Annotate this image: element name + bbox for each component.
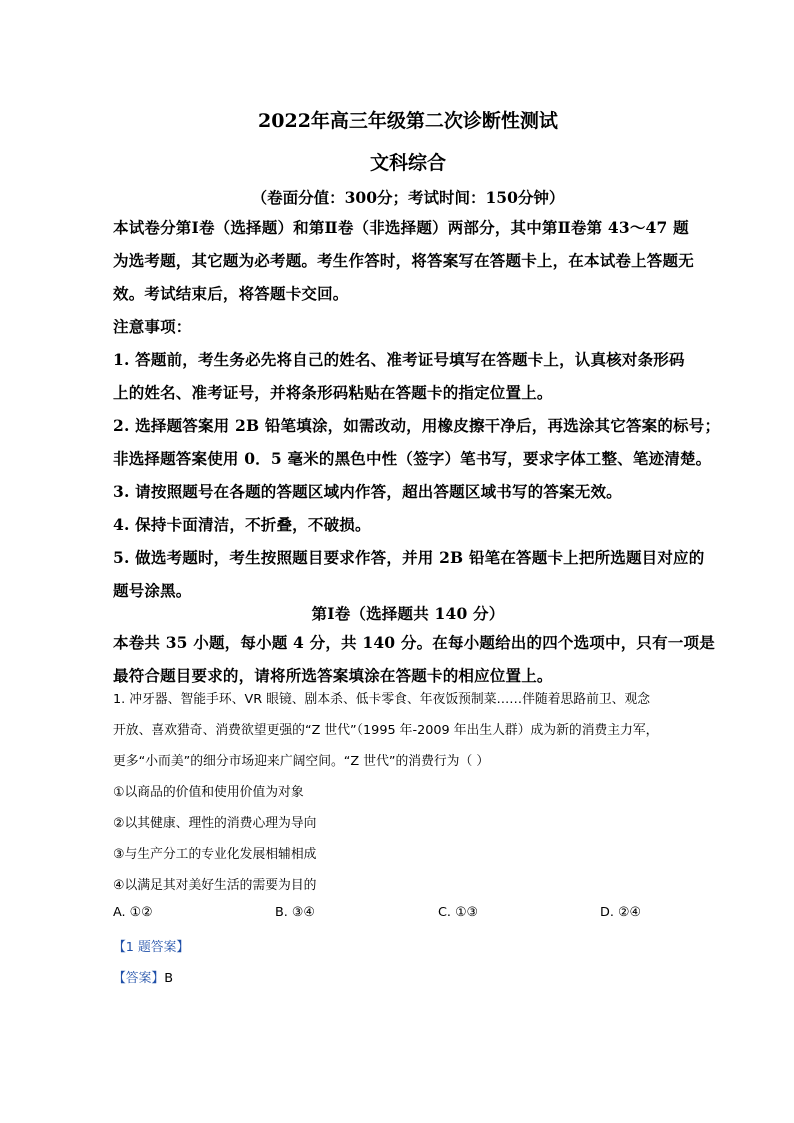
answer-value: B: [164, 971, 173, 986]
question-stem-line: 开放、喜欢猎奇、消费欲望更强的“Z 世代”（1995 年-2009 年出生人群）成为新的消费主力军，: [113, 723, 659, 738]
note-line: 2. 选择题答案用 2B 铅笔填涂，如需改动，用橡皮擦干净后，再选涂其它答案的标号；: [113, 416, 721, 435]
answer-options: [113, 905, 703, 925]
question-stem-line: 1. 冲牙器、智能手环、VR 眼镜、剧本杀、低卡零食、年夜饭预制菜……伴随着思路前卫、观念: [113, 692, 651, 707]
option-a[interactable]: A. ①②: [113, 905, 153, 920]
exam-title: 2022年高三年级第二次诊断性测试: [258, 110, 558, 132]
intro-line: 本试卷分第Ⅰ卷（选择题）和第Ⅱ卷（非选择题）两部分，其中第Ⅱ卷第 43～47 题: [113, 218, 689, 237]
intro-line: 为选考题，其它题为必考题。考生作答时，将答案写在答题卡上，在本试卷上答题无: [113, 251, 694, 270]
note-line: 题号涂黑。: [113, 581, 192, 600]
note-line: 1. 答题前，考生务必先将自己的姓名、准考证号填写在答题卡上，认真核对条形码: [113, 350, 685, 369]
notes-heading: 注意事项：: [113, 317, 192, 336]
answer-line: [113, 967, 703, 986]
section-heading: 第Ⅰ卷（选择题共 140 分）: [311, 604, 505, 623]
note-line: 上的姓名、准考证号，并将条形码粘贴在答题卡的指定位置上。: [113, 383, 553, 402]
answer-heading: 【1 题答案】: [113, 940, 190, 955]
answer-label: 【答案】: [113, 971, 165, 986]
statement-item: ①以商品的价值和使用价值为对象: [113, 785, 304, 800]
question-stem-line: 更多“小而美”的细分市场迎来广阔空间。“Z 世代”的消费行为（ ）: [113, 754, 490, 769]
exam-subtitle: 文科综合: [369, 152, 446, 174]
note-line: 非选择题答案使用 0．5 毫米的黑色中性（签字）笔书写，要求字体工整、笔迹清楚。: [113, 449, 712, 468]
note-line: 3. 请按照题号在各题的答题区域内作答，超出答题区域书写的答案无效。: [113, 482, 622, 501]
statement-item: ④以满足其对美好生活的需要为目的: [113, 878, 317, 893]
section-line: 本卷共 35 小题，每小题 4 分，共 140 分。在每小题给出的四个选项中，只有一项是: [113, 633, 715, 652]
statement-item: ②以其健康、理性的消费心理为导向: [113, 816, 317, 831]
section-line: 最符合题目要求的，请将所选答案填涂在答题卡的相应位置上。: [113, 666, 553, 685]
option-c[interactable]: C. ①③: [438, 905, 479, 920]
statement-item: ③与生产分工的专业化发展相辅相成: [113, 847, 317, 862]
intro-line: 效。考试结束后，将答题卡交回。: [113, 284, 349, 303]
note-line: 4. 保持卡面清洁，不折叠，不破损。: [113, 515, 371, 534]
option-d[interactable]: D. ②④: [600, 905, 641, 920]
option-b[interactable]: B. ③④: [275, 905, 315, 920]
exam-meta: （卷面分值：300分；考试时间：150分钟）: [251, 188, 565, 207]
note-line: 5. 做选考题时，考生按照题目要求作答，并用 2B 铅笔在答题卡上把所选题目对应的: [113, 548, 705, 567]
